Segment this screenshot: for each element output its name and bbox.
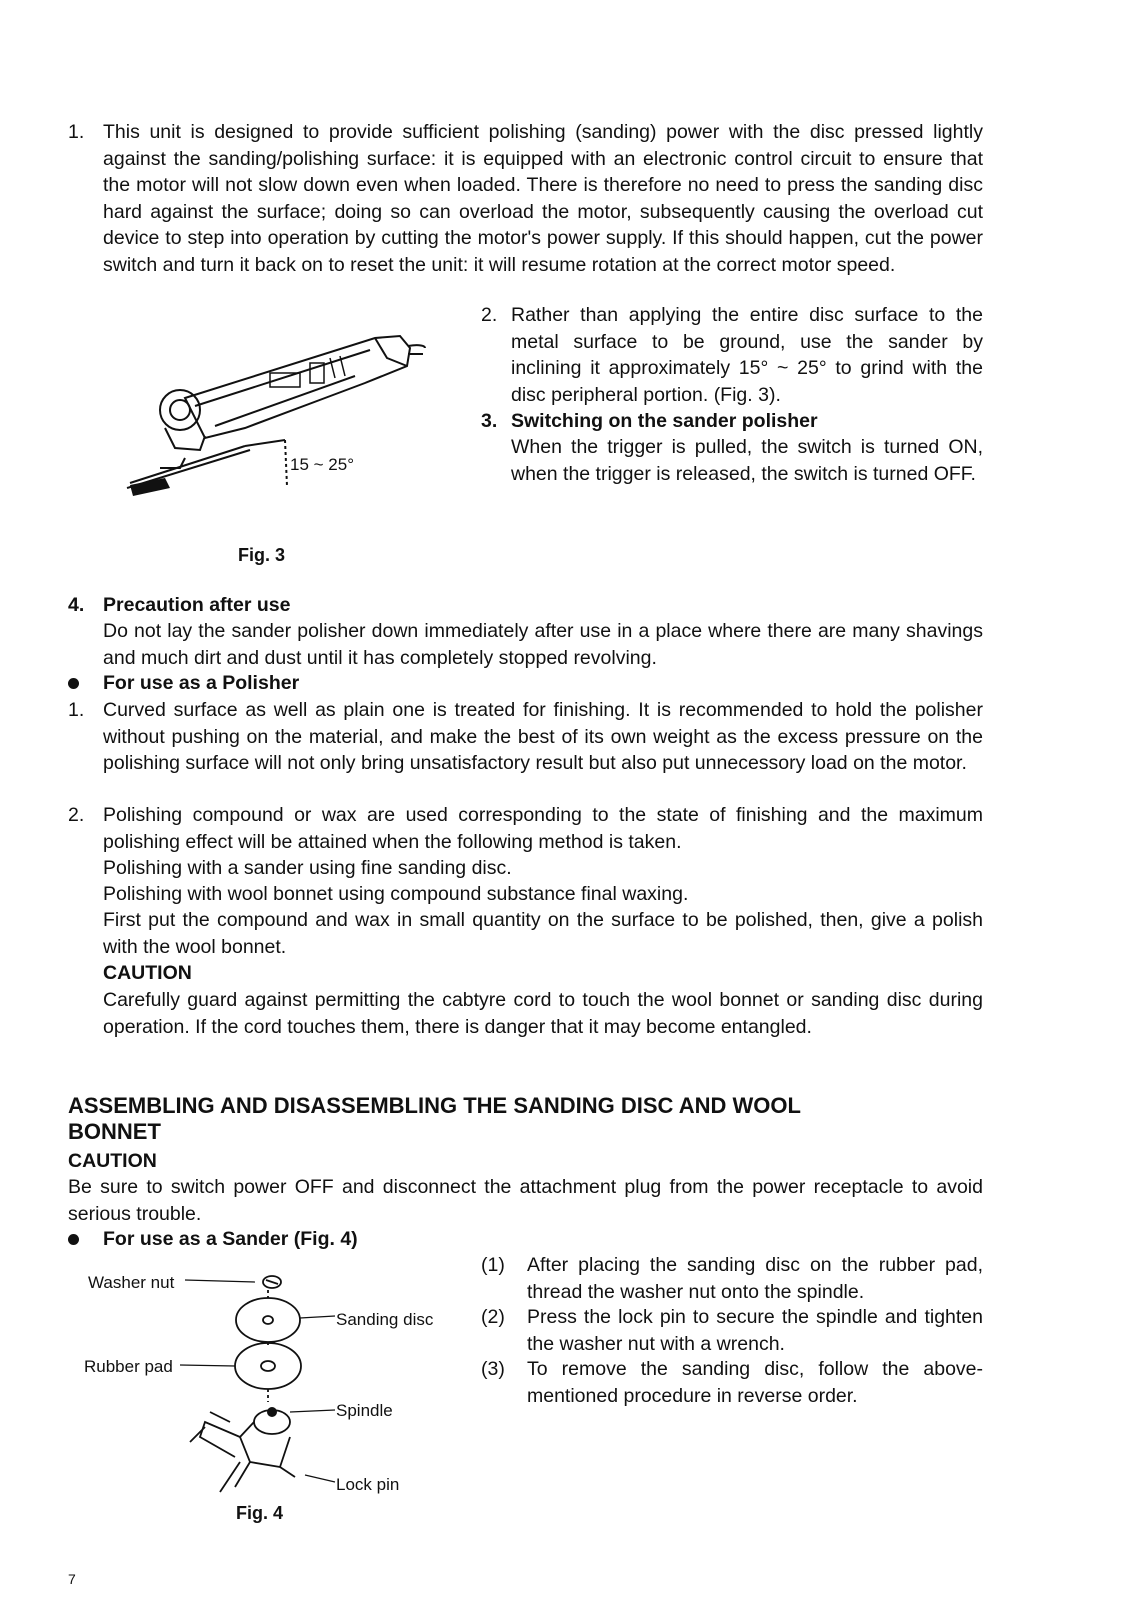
- assembly-heading-line1: ASSEMBLING AND DISASSEMBLING THE SANDING DISC AND WOOL: [68, 1093, 801, 1118]
- step1-text: After placing the sanding disc on the rubber pad, thread the washer nut onto the spindle.: [527, 1254, 983, 1303]
- item2-paragraph: Rather than applying the entire disc surface to the metal surface to be ground, use the sander by inclining it approximately 15° ~ 25° to grind with the disc peripheral portion. (Fig. 3).: [511, 304, 983, 406]
- polisher-heading: For use as a Polisher: [103, 672, 300, 694]
- fig4-label-washer-nut: Washer nut: [88, 1273, 175, 1292]
- bullet-icon: [68, 1234, 79, 1245]
- polisher-item1-number: 1.: [68, 699, 85, 721]
- polisher-caution-text: Carefully guard against permitting the cabtyre cord to touch the wool bonnet or sanding disc during operation. If the cord touches them, there is danger that it may become entangled.: [103, 989, 983, 1038]
- fig3-angle-label: 15 ~ 25°: [290, 455, 354, 474]
- assembly-heading-line2: BONNET: [68, 1119, 161, 1144]
- fig4-leader-lines: [180, 1270, 350, 1490]
- assembly-caution-title: CAUTION: [68, 1150, 157, 1172]
- polisher-item2-paragraph: Polishing compound or wax are used corresponding to the state of finishing and the maximum polishing effect will be attained when the following method is taken.: [103, 804, 983, 853]
- polisher-item2-line2: Polishing with wool bonnet using compound substance final waxing.: [103, 883, 689, 905]
- item3-number: 3.: [481, 410, 498, 432]
- intro-paragraph: This unit is designed to provide sufficient polishing (sanding) power with the disc pressed lightly against the sanding/polishing surface: it is equipped with an electronic control circuit to ensure that the motor will not slow down even when loaded. There is therefore no need to press the sanding disc hard against the surface; doing so can overload the motor, subsequently causing the overload cut device to step into operation by cutting the motor's power supply. If this should happen, cut the power switch and turn it back on to reset the unit: it will resume rotation at the correct motor speed.: [103, 121, 983, 276]
- step2-number: (2): [481, 1306, 505, 1328]
- polisher-item2-number: 2.: [68, 804, 85, 826]
- bullet-icon: [68, 678, 79, 689]
- step2-text: Press the lock pin to secure the spindle and tighten the washer nut with a wrench.: [527, 1306, 983, 1355]
- item4-title: Precaution after use: [103, 594, 291, 616]
- sander-heading: For use as a Sander (Fig. 4): [103, 1228, 358, 1250]
- fig4-label-spindle: Spindle: [336, 1401, 393, 1420]
- fig4-label-sanding-disc: Sanding disc: [336, 1310, 434, 1329]
- assembly-caution-text: Be sure to switch power OFF and disconnect the attachment plug from the power receptacle to avoid serious trouble.: [68, 1176, 983, 1225]
- item2-number: 2.: [481, 304, 498, 326]
- item4-number: 4.: [68, 594, 85, 616]
- polisher-caution-title: CAUTION: [103, 962, 192, 984]
- step3-number: (3): [481, 1358, 505, 1380]
- fig3-grinder-illustration: [125, 318, 445, 503]
- item3-title: Switching on the sander polisher: [511, 410, 818, 432]
- step1-number: (1): [481, 1254, 505, 1276]
- fig4-label-rubber-pad: Rubber pad: [84, 1357, 173, 1376]
- fig3-caption: Fig. 3: [238, 545, 286, 565]
- fig4-label-lock-pin: Lock pin: [336, 1475, 400, 1494]
- intro-number: 1.: [68, 121, 85, 143]
- fig4-caption: Fig. 4: [236, 1503, 284, 1523]
- step3-text: To remove the sanding disc, follow the above-mentioned procedure in reverse order.: [527, 1358, 983, 1407]
- item4-paragraph: Do not lay the sander polisher down immediately after use in a place where there are many shavings and much dirt and dust until it has completely stopped revolving.: [103, 620, 983, 669]
- polisher-item2-line3: First put the compound and wax in small quantity on the surface to be polished, then, give a polish with the wool bonnet.: [103, 909, 983, 958]
- polisher-item2-line1: Polishing with a sander using fine sanding disc.: [103, 857, 512, 879]
- item3-paragraph: When the trigger is pulled, the switch is turned ON, when the trigger is released, the switch is turned OFF.: [511, 436, 983, 485]
- page-number: 7: [68, 1571, 76, 1587]
- polisher-item1-paragraph: Curved surface as well as plain one is treated for finishing. It is recommended to hold the polisher without pushing on the material, and make the best of its own weight as the excess pressure on the polishing surface will not only bring unsatisfactory result but also put unnecessory load on the motor.: [103, 699, 983, 775]
